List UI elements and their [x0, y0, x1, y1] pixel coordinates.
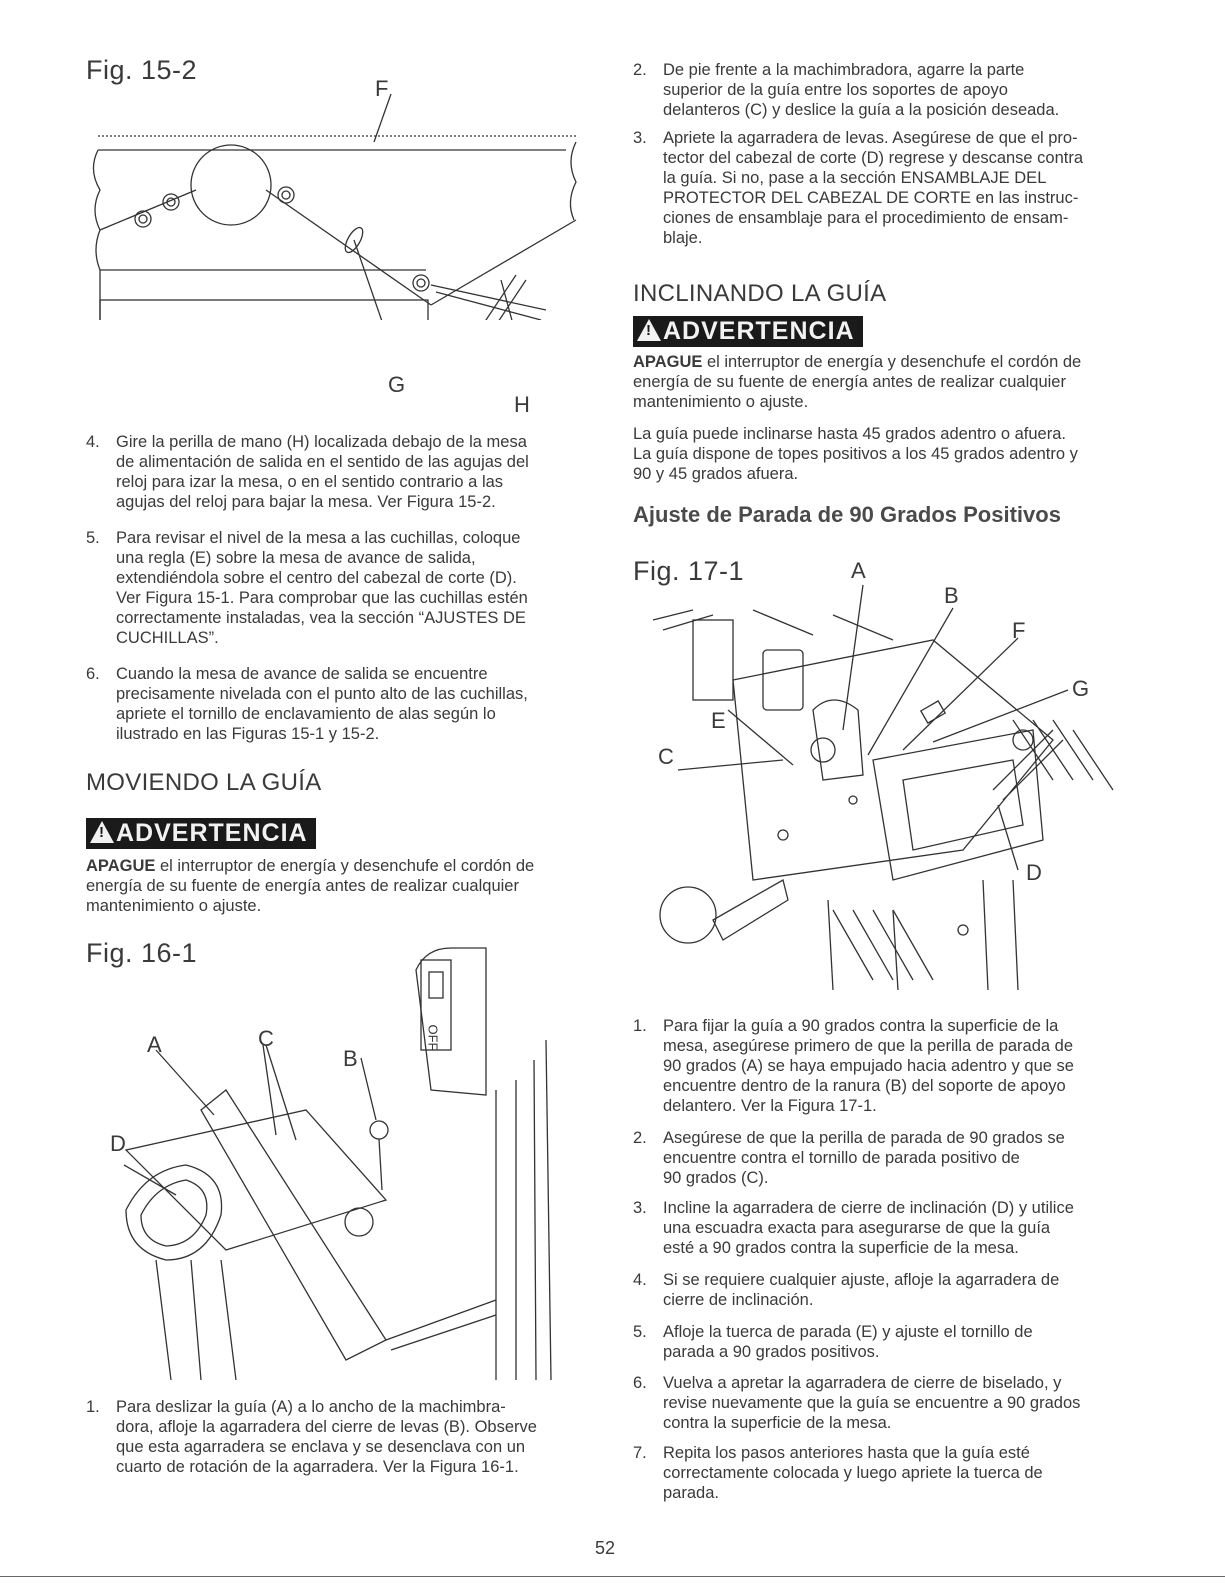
- fig-17-1-callout-d: D: [1026, 860, 1042, 885]
- fig-17-1-callout-g: G: [1072, 676, 1090, 701]
- inclinando-body: La guía puede inclinarse hasta 45 grados adentro o afuera. La guía dispone de topes positivos a los 45 grados adentro y 90 y 45 grados afuera.: [633, 425, 1078, 483]
- inclinando-warning-text: APAGUE el interruptor de energía y desenchufe el cordón de energía de su fuente de energía antes de realizar cualquier mantenimiento o ajuste.: [633, 353, 1082, 411]
- fig-17-1-illustration: [633, 580, 1133, 1000]
- fig-17-1-callout-b: B: [944, 583, 959, 608]
- fig-17-1-callout-a: A: [851, 558, 866, 583]
- fig-16-1-illustration: [86, 940, 566, 1380]
- fig-16-1-switch-label: OFF: [425, 1024, 441, 1051]
- fig-17-1-callout-e: E: [711, 708, 726, 733]
- moviendo-heading: MOVIENDO LA GUÍA: [86, 769, 322, 796]
- fig-16-1-label: Fig. 16-1: [86, 938, 198, 968]
- fig-15-2-callout-f: F: [375, 76, 389, 101]
- fig-17-1-callout-f: F: [1012, 618, 1026, 643]
- bottom-rule: [0, 1576, 1225, 1577]
- fig-15-2-callout-h: H: [514, 392, 530, 417]
- fig-16-1-callout-d: D: [110, 1131, 126, 1156]
- fig-16-1-callout-b: B: [343, 1046, 358, 1071]
- ajuste-heading: Ajuste de Parada de 90 Grados Positivos: [633, 502, 1061, 527]
- fig-16-1-callout-c: C: [258, 1026, 274, 1051]
- moviendo-warning-text: APAGUE el interruptor de energía y desenchufe el cordón de energía de su fuente de energía antes de realizar cualquier mantenimiento o ajuste.: [86, 857, 535, 915]
- fig-17-1-label: Fig. 17-1: [633, 556, 745, 586]
- fig-15-2-label: Fig. 15-2: [86, 55, 198, 85]
- fig-17-1-callout-c: C: [658, 744, 674, 769]
- fig-16-1-callout-a: A: [147, 1032, 162, 1057]
- fig-15-2-illustration: [86, 80, 586, 320]
- inclinando-heading: INCLINANDO LA GUÍA: [633, 280, 887, 307]
- warning-triangle-icon: [90, 821, 114, 843]
- inclinando-warning-banner: !ADVERTENCIA: [633, 316, 863, 347]
- warning-triangle-icon: [637, 319, 661, 341]
- fig-15-2-callout-g: G: [388, 372, 406, 397]
- moviendo-warning-banner: !ADVERTENCIA: [86, 818, 316, 849]
- page-number: 52: [595, 1538, 616, 1558]
